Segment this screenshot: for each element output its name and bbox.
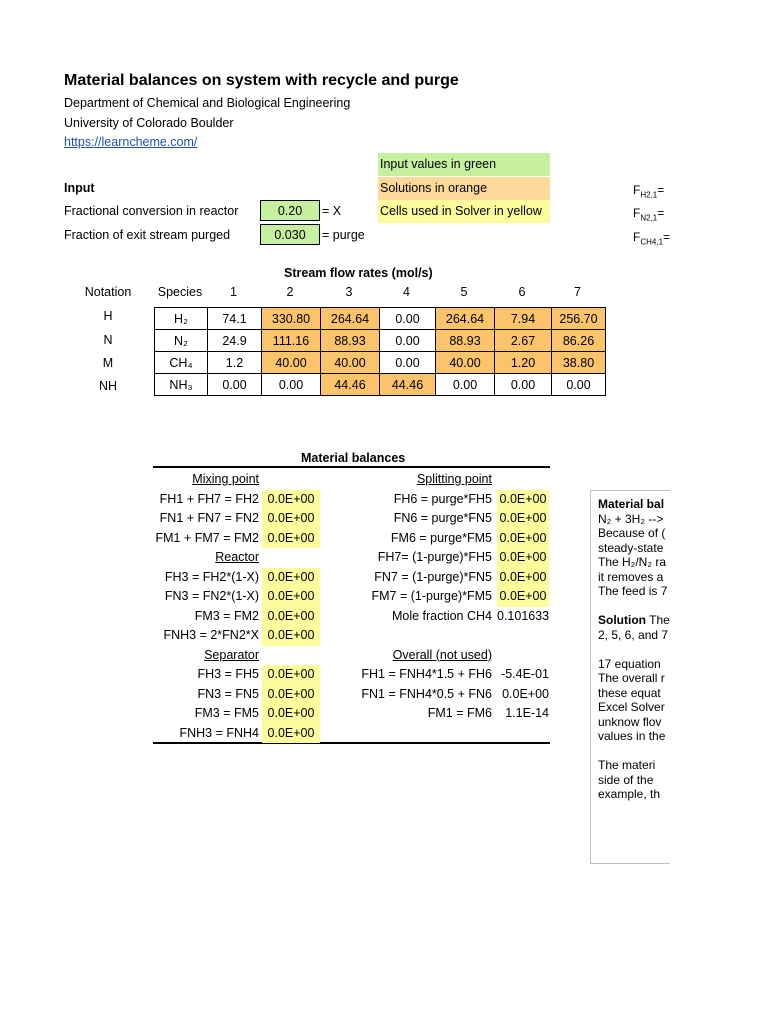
balance-equation: Mole fraction CH4 — [391, 608, 492, 623]
table-row — [155, 352, 606, 374]
notation-nh: NH — [98, 379, 118, 393]
balance-equation: FM1 = FM6 — [427, 706, 492, 720]
solver-residual-cell[interactable]: 0.0E+00 — [262, 587, 320, 607]
solver-residual-cell[interactable]: 0.0E+00 — [262, 529, 320, 549]
solver-residual-cell[interactable]: 0.0E+00 — [262, 685, 320, 705]
fh2-feed-label: $F_{H2,1}=$ — [633, 183, 665, 200]
solver-residual-cell[interactable]: 0.0E+00 — [497, 568, 549, 588]
flow-cell[interactable]: 44.46 — [380, 374, 436, 396]
flow-cell[interactable]: 264.64 — [321, 308, 380, 330]
notes-line: The materi — [598, 758, 656, 772]
flow-cell[interactable]: 0.00 — [208, 374, 262, 396]
flow-cell[interactable]: 40.00 — [436, 352, 495, 374]
flow-cell[interactable]: 0.00 — [380, 330, 436, 352]
balance-section-heading: Separator — [204, 647, 259, 662]
balance-equation: FM7 = (1-purge)*FM5 — [371, 589, 492, 603]
notes-line: it removes a — [598, 569, 664, 584]
solver-residual-cell[interactable]: 0.0E+00 — [497, 548, 549, 568]
notes-line: Excel Solver — [598, 700, 665, 714]
balance-equation: FH1 = FNH4*1.5 + FH6 — [361, 667, 492, 681]
flows-title: Stream flow rates (mol/s) — [284, 266, 433, 280]
conversion-label: Fractional conversion in reactor — [64, 204, 239, 218]
header-stream-6: 6 — [518, 285, 526, 299]
notes-line: Because of ( — [598, 526, 666, 540]
header-notation: Notation — [84, 285, 132, 299]
purge-suffix: = purge — [322, 228, 365, 242]
species-cell: CH₄ — [155, 352, 208, 374]
header-stream-2: 2 — [286, 285, 294, 299]
notes-line: Solution The — [598, 613, 670, 627]
notes-line: side of the — [598, 772, 654, 787]
balance-equation: FN1 + FN7 = FN2 — [159, 511, 259, 525]
flow-cell[interactable]: 40.00 — [321, 352, 380, 374]
learncheme-link[interactable]: https://learncheme.com/ — [64, 135, 198, 149]
header-species: Species — [157, 285, 203, 299]
input-heading: Input — [64, 181, 95, 195]
flow-cell[interactable]: 330.80 — [262, 308, 321, 330]
notes-line: N₂ + 3H₂ --> — [598, 511, 664, 526]
balance-value: 0.0E+00 — [502, 686, 549, 701]
flow-cell[interactable]: 0.00 — [262, 374, 321, 396]
department-text: Department of Chemical and Biological Engineering — [64, 96, 351, 110]
flow-cell[interactable]: 44.46 — [321, 374, 380, 396]
header-stream-3: 3 — [345, 285, 353, 299]
notation-m: M — [102, 356, 114, 370]
balance-equation: FH1 + FH7 = FH2 — [159, 491, 259, 506]
species-cell: NH₃ — [155, 374, 208, 396]
notes-line — [598, 642, 670, 657]
solver-residual-cell[interactable]: 0.0E+00 — [262, 509, 320, 529]
solver-residual-cell[interactable]: 0.0E+00 — [262, 704, 320, 724]
solver-residual-cell[interactable]: 0.0E+00 — [262, 724, 320, 744]
notes-line: 2, 5, 6, and 7 — [598, 627, 669, 642]
balance-equation: FH3 = FH5 — [197, 667, 259, 681]
flow-cell[interactable]: 0.00 — [380, 308, 436, 330]
flow-cell[interactable]: 264.64 — [436, 308, 495, 330]
page-title: Material balances on system with recycle and purge — [64, 72, 459, 89]
balance-section-heading: Mixing point — [192, 472, 259, 486]
balance-equation: FH6 = purge*FH5 — [393, 491, 492, 506]
notes-line: The overall r — [598, 671, 665, 685]
purge-label: Fraction of exit stream purged — [64, 228, 231, 242]
balances-bottom-rule — [153, 742, 550, 744]
solver-residual-cell[interactable]: 0.0E+00 — [262, 626, 320, 646]
flow-cell[interactable]: 1.2 — [208, 352, 262, 374]
table-row — [155, 308, 606, 330]
balances-top-rule — [153, 466, 550, 468]
balance-equation: FN3 = FN5 — [197, 686, 259, 701]
flow-cell[interactable]: 7.94 — [495, 308, 552, 330]
table-row — [155, 374, 606, 396]
header-stream-5: 5 — [460, 285, 468, 299]
solver-residual-cell[interactable]: 0.0E+00 — [497, 490, 549, 510]
flow-cell[interactable]: 0.00 — [552, 374, 606, 396]
flow-rates-table — [154, 307, 606, 396]
balance-equation: FNH3 = FNH4 — [179, 725, 259, 740]
flow-cell[interactable]: 38.80 — [552, 352, 606, 374]
header-stream-1: 1 — [230, 285, 237, 299]
flow-cell[interactable]: 40.00 — [262, 352, 321, 374]
notes-line: Material bal — [598, 497, 665, 511]
solver-residual-cell[interactable]: 0.0E+00 — [497, 509, 549, 529]
balance-equation: FM3 = FM2 — [194, 608, 259, 623]
notes-line: these equat — [598, 685, 661, 700]
flow-cell[interactable]: 256.70 — [552, 308, 606, 330]
notes-line: unknow flov — [598, 714, 662, 729]
flow-cell[interactable]: 1.20 — [495, 352, 552, 374]
header-stream-7: 7 — [574, 285, 581, 299]
fn2-feed-label: $F_{N2,1}=$ — [633, 206, 665, 223]
flow-cell[interactable]: 0.00 — [495, 374, 552, 396]
notation-n: N — [103, 333, 113, 347]
legend-yellow: Cells used in Solver in yellow — [378, 200, 550, 223]
notes-line: steady-state — [598, 540, 664, 555]
notes-line: 17 equation — [598, 656, 661, 671]
balance-equation: FM3 = FM5 — [194, 706, 259, 720]
balance-value: -5.4E-01 — [501, 667, 549, 681]
notation-h: H — [103, 309, 113, 323]
balance-equation: FH3 = FH2*(1-X) — [164, 569, 259, 584]
purge-input[interactable]: 0.030 — [260, 224, 320, 245]
balance-equation: FM1 + FM7 = FM2 — [155, 530, 259, 545]
solver-residual-cell[interactable]: 0.0E+00 — [262, 568, 320, 588]
notes-line — [598, 744, 670, 759]
notes-panel — [590, 490, 670, 864]
balance-equation: FH7= (1-purge)*FH5 — [377, 550, 492, 564]
conversion-input[interactable]: 0.20 — [260, 200, 320, 221]
flow-cell[interactable]: 2.67 — [495, 330, 552, 352]
balance-equation: FNH3 = 2*FN2*X — [163, 628, 259, 642]
flow-cell[interactable]: 111.16 — [262, 330, 321, 352]
balance-section-heading: Overall (not used) — [392, 647, 492, 662]
notes-line: values in the — [598, 729, 666, 743]
flow-cell[interactable]: 24.9 — [208, 330, 262, 352]
species-cell: H₂ — [155, 308, 208, 330]
notes-line: The feed is 7 — [598, 584, 668, 598]
notes-line — [598, 599, 670, 614]
flow-cell[interactable]: 0.00 — [436, 374, 495, 396]
solver-residual-cell[interactable]: 0.0E+00 — [262, 665, 320, 685]
flow-cell[interactable]: 0.00 — [380, 352, 436, 374]
balance-equation: FM6 = purge*FM5 — [390, 530, 492, 545]
balance-section-heading: Splitting point — [416, 472, 492, 486]
balance-equation: FN3 = FN2*(1-X) — [164, 589, 259, 603]
species-cell: N₂ — [155, 330, 208, 352]
balance-value: 1.1E-14 — [505, 706, 549, 720]
solver-residual-cell[interactable]: 0.0E+00 — [497, 587, 549, 607]
balance-section-heading: Reactor — [215, 550, 259, 564]
balances-title: Material balances — [301, 451, 406, 465]
header-stream-4: 4 — [403, 285, 410, 299]
legend-green: Input values in green — [378, 153, 550, 176]
balance-value: 0.101633 — [497, 608, 550, 623]
fch4-feed-label: $F_{CH4,1}=$ — [633, 230, 671, 247]
legend-orange: Solutions in orange — [378, 177, 550, 200]
table-row — [155, 330, 606, 352]
balance-equation: FN1 = FNH4*0.5 + FN6 — [361, 686, 492, 701]
flow-cell[interactable]: 74.1 — [208, 308, 262, 330]
notes-line: example, th — [598, 787, 661, 801]
balance-equation: FN6 = purge*FN5 — [393, 511, 492, 525]
solver-residual-cell[interactable]: 0.0E+00 — [262, 607, 320, 627]
notes-line: The H₂/N₂ ra — [598, 555, 666, 569]
university-text: University of Colorado Boulder — [64, 116, 234, 130]
conversion-suffix: = X — [322, 204, 342, 218]
solver-residual-cell[interactable]: 0.0E+00 — [262, 490, 320, 510]
flow-cell[interactable]: 88.93 — [321, 330, 380, 352]
flow-cell[interactable]: 88.93 — [436, 330, 495, 352]
flow-cell[interactable]: 86.26 — [552, 330, 606, 352]
solver-residual-cell[interactable]: 0.0E+00 — [497, 529, 549, 549]
balance-equation: FN7 = (1-purge)*FN5 — [374, 569, 492, 584]
